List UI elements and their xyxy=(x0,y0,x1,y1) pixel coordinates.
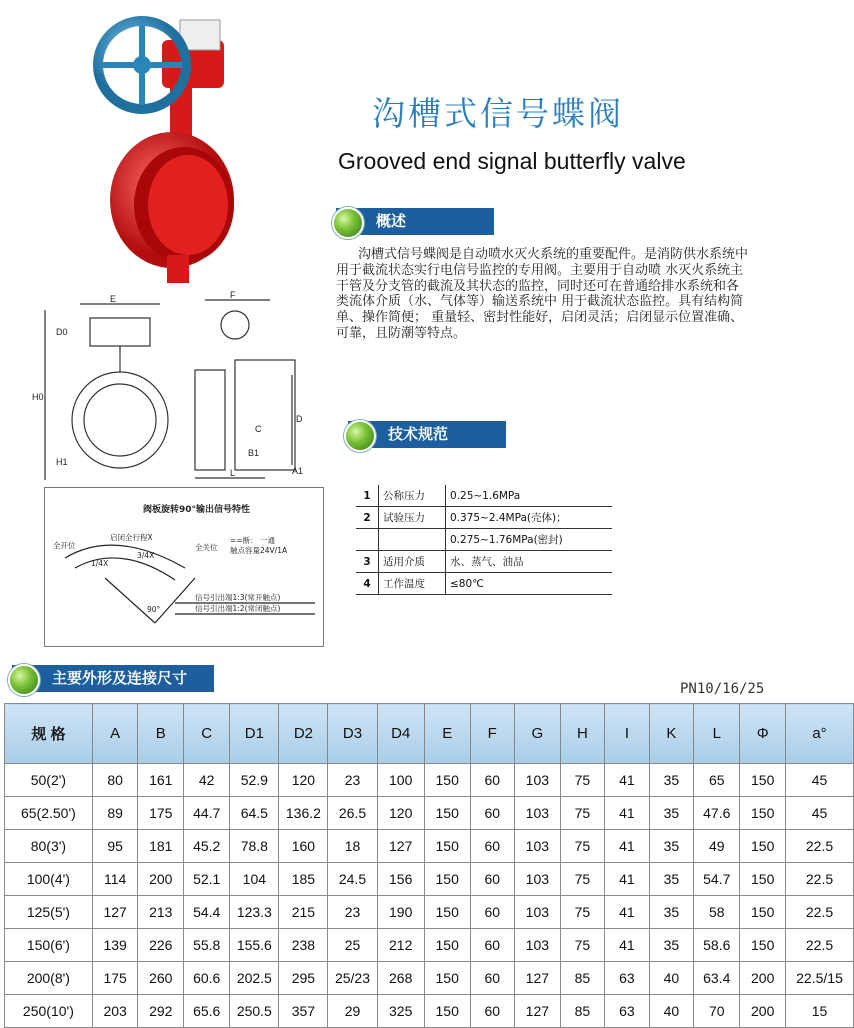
dim-c: C xyxy=(255,424,262,434)
table-cell: 100(4') xyxy=(5,863,93,896)
section-dims xyxy=(12,665,214,692)
table-cell: 95 xyxy=(92,830,138,863)
table-cell: 54.4 xyxy=(184,896,230,929)
spec-cell-v: 0.375~2.4MPa(壳体)； xyxy=(446,507,613,529)
table-cell: 75 xyxy=(560,764,605,797)
dim-e: E xyxy=(110,294,117,304)
table-cell: 75 xyxy=(560,830,605,863)
table-cell: 49 xyxy=(694,830,740,863)
table-cell: 250(10') xyxy=(5,995,93,1028)
table-cell: 238 xyxy=(279,929,328,962)
table-cell: 139 xyxy=(92,929,138,962)
dimension-drawing xyxy=(30,290,330,485)
table-cell: 125(5') xyxy=(5,896,93,929)
table-cell: 292 xyxy=(138,995,184,1028)
table-cell: 150 xyxy=(740,929,786,962)
table-cell: 203 xyxy=(92,995,138,1028)
table-cell: 190 xyxy=(377,896,424,929)
spec-cell-k: 公称压力 xyxy=(379,485,446,507)
table-header: B xyxy=(138,704,184,764)
spec-row xyxy=(356,551,612,573)
table-cell: 75 xyxy=(560,797,605,830)
table-cell: 156 xyxy=(377,863,424,896)
table-cell: 41 xyxy=(605,929,650,962)
table-cell: 127 xyxy=(515,962,561,995)
table-cell: 127 xyxy=(515,995,561,1028)
spec-table xyxy=(356,485,612,595)
table-cell: 120 xyxy=(279,764,328,797)
spec-cell-k: 试验压力 xyxy=(379,507,446,529)
table-cell: 127 xyxy=(377,830,424,863)
table-cell: 60 xyxy=(470,764,515,797)
table-cell: 181 xyxy=(138,830,184,863)
table-cell: 103 xyxy=(515,863,561,896)
table-cell: 325 xyxy=(377,995,424,1028)
table-cell: 78.8 xyxy=(230,830,279,863)
table-cell: 357 xyxy=(279,995,328,1028)
table-row xyxy=(5,830,854,863)
table-cell: 295 xyxy=(279,962,328,995)
table-cell: 104 xyxy=(230,863,279,896)
table-cell: 85 xyxy=(560,962,605,995)
table-cell: 45 xyxy=(786,764,854,797)
table-cell: 75 xyxy=(560,863,605,896)
table-cell: 150 xyxy=(740,896,786,929)
table-header: G xyxy=(515,704,561,764)
dim-l: L xyxy=(230,468,236,478)
table-cell: 22.5 xyxy=(786,830,854,863)
table-cell: 60 xyxy=(470,995,515,1028)
table-cell: 75 xyxy=(560,929,605,962)
table-cell: 63 xyxy=(605,995,650,1028)
table-cell: 58.6 xyxy=(694,929,740,962)
table-cell: 65(2.50') xyxy=(5,797,93,830)
table-cell: 35 xyxy=(649,797,694,830)
table-cell: 47.6 xyxy=(694,797,740,830)
table-header: D2 xyxy=(279,704,328,764)
dim-a1: A1 xyxy=(292,466,304,476)
spec-cell-n: 2 xyxy=(356,507,379,529)
table-cell: 150 xyxy=(424,995,470,1028)
table-cell: 120 xyxy=(377,797,424,830)
table-header: I xyxy=(605,704,650,764)
spec-cell-k: 工作温度 xyxy=(379,573,446,595)
table-cell: 45 xyxy=(786,797,854,830)
table-cell: 60 xyxy=(470,797,515,830)
table-cell: 80(3') xyxy=(5,830,93,863)
table-cell: 150 xyxy=(424,863,470,896)
dim-d0: D0 xyxy=(56,327,68,337)
table-cell: 23 xyxy=(328,896,377,929)
table-cell: 268 xyxy=(377,962,424,995)
table-header: F xyxy=(470,704,515,764)
table-cell: 60 xyxy=(470,929,515,962)
table-cell: 150 xyxy=(740,797,786,830)
table-cell: 25 xyxy=(328,929,377,962)
table-cell: 175 xyxy=(92,962,138,995)
table-cell: 18 xyxy=(328,830,377,863)
table-cell: 65 xyxy=(694,764,740,797)
table-cell: 26.5 xyxy=(328,797,377,830)
table-cell: 54.7 xyxy=(694,863,740,896)
section-spec-label: 技术规范 xyxy=(388,425,449,443)
section-overview xyxy=(336,208,494,235)
table-cell: 50(2') xyxy=(5,764,93,797)
table-cell: 260 xyxy=(138,962,184,995)
table-cell: 23 xyxy=(328,764,377,797)
table-row xyxy=(5,797,854,830)
table-cell: 175 xyxy=(138,797,184,830)
sig-1: 信号引出端1:3(常开触点) xyxy=(195,593,281,602)
table-header: E xyxy=(424,704,470,764)
table-cell: 103 xyxy=(515,830,561,863)
spec-cell-v: 0.275~1.76MPa(密封) xyxy=(446,529,613,551)
table-cell: 200 xyxy=(740,995,786,1028)
spec-cell-v: 水、蒸气、油品 xyxy=(446,551,613,573)
table-cell: 150 xyxy=(740,830,786,863)
table-cell: 35 xyxy=(649,929,694,962)
table-header: C xyxy=(184,704,230,764)
table-cell: 41 xyxy=(605,830,650,863)
label-q3: 3/4X xyxy=(137,551,155,560)
spec-cell-n xyxy=(356,529,379,551)
table-cell: 42 xyxy=(184,764,230,797)
table-cell: 202.5 xyxy=(230,962,279,995)
spec-cell-n: 4 xyxy=(356,573,379,595)
green-ball-icon xyxy=(344,420,376,452)
spec-cell-n: 3 xyxy=(356,551,379,573)
table-cell: 22.5 xyxy=(786,863,854,896)
table-cell: 80 xyxy=(92,764,138,797)
table-cell: 213 xyxy=(138,896,184,929)
table-cell: 22.5/15 xyxy=(786,962,854,995)
table-cell: 35 xyxy=(649,764,694,797)
table-cell: 212 xyxy=(377,929,424,962)
table-cell: 103 xyxy=(515,797,561,830)
sig-2: 信号引出端1:2(常闭触点) xyxy=(195,604,281,613)
table-cell: 161 xyxy=(138,764,184,797)
table-cell: 200 xyxy=(740,962,786,995)
dim-h1: H1 xyxy=(56,457,68,467)
table-cell: 40 xyxy=(649,995,694,1028)
table-row xyxy=(5,995,854,1028)
table-cell: 22.5 xyxy=(786,896,854,929)
signal-diagram xyxy=(44,487,324,647)
table-header: A xyxy=(92,704,138,764)
table-cell: 60 xyxy=(470,863,515,896)
table-cell: 41 xyxy=(605,863,650,896)
table-cell: 25/23 xyxy=(328,962,377,995)
table-header: K xyxy=(649,704,694,764)
table-cell: 150 xyxy=(424,764,470,797)
section-overview-label: 概述 xyxy=(376,212,407,230)
label-q1: 1/4X xyxy=(91,559,109,568)
table-cell: 41 xyxy=(605,896,650,929)
table-header: H xyxy=(560,704,605,764)
spec-cell-v: ≤80℃ xyxy=(446,573,613,595)
table-cell: 150 xyxy=(740,764,786,797)
spec-cell-v: 0.25~1.6MPa xyxy=(446,485,613,507)
table-cell: 52.9 xyxy=(230,764,279,797)
table-cell: 150(6') xyxy=(5,929,93,962)
table-cell: 65.6 xyxy=(184,995,230,1028)
table-cell: 44.7 xyxy=(184,797,230,830)
valve-photo xyxy=(92,0,252,290)
table-cell: 41 xyxy=(605,764,650,797)
overview-text: 沟槽式信号蝶阀是自动喷水灭火系统的重要配件。是消防供水系统中用于截流状态实行电信号监控的专用阀。主要用于自动喷 水灭火系统主干管及分支管的截流及其状态的监控，同时还可在普通给排水系统和各类流体介质（水、气体等）输送系统中 用于截流状态监控。具有结构简单、操作简便； 重量轻、密封性能好，启闭灵活；启闭显示位置准确、可靠，且防潮等特点。 xyxy=(336,247,749,341)
spec-row xyxy=(356,485,612,507)
table-cell: 215 xyxy=(279,896,328,929)
dim-f: F xyxy=(230,290,236,300)
table-cell: 64.5 xyxy=(230,797,279,830)
label-open: 全开位 xyxy=(53,541,76,550)
table-cell: 250.5 xyxy=(230,995,279,1028)
table-header: D4 xyxy=(377,704,424,764)
table-cell: 52.1 xyxy=(184,863,230,896)
table-cell: 58 xyxy=(694,896,740,929)
green-ball-icon xyxy=(8,664,40,696)
table-cell: 150 xyxy=(424,797,470,830)
spec-cell-k xyxy=(379,529,446,551)
table-cell: 200(8') xyxy=(5,962,93,995)
table-cell: 200 xyxy=(138,863,184,896)
table-cell: 150 xyxy=(740,863,786,896)
table-cell: 150 xyxy=(424,929,470,962)
table-cell: 35 xyxy=(649,830,694,863)
label-angle: 90° xyxy=(147,605,161,614)
section-dims-label: 主要外形及连接尺寸 xyxy=(52,669,188,687)
table-row xyxy=(5,896,854,929)
dim-d: D xyxy=(296,414,303,424)
table-cell: 63.4 xyxy=(694,962,740,995)
title-cn: 沟槽式信号蝶阀 xyxy=(372,94,624,133)
pressure-nominal: PN10/16/25 xyxy=(680,681,765,697)
table-cell: 150 xyxy=(424,830,470,863)
spec-cell-k: 适用介质 xyxy=(379,551,446,573)
table-row xyxy=(5,863,854,896)
dim-h0: H0 xyxy=(32,392,44,402)
table-header: D3 xyxy=(328,704,377,764)
table-cell: 63 xyxy=(605,962,650,995)
spec-row xyxy=(356,507,612,529)
table-header: Φ xyxy=(740,704,786,764)
table-cell: 85 xyxy=(560,995,605,1028)
section-spec xyxy=(348,421,506,448)
table-cell: 160 xyxy=(279,830,328,863)
table-cell: 114 xyxy=(92,863,138,896)
table-cell: 103 xyxy=(515,764,561,797)
table-cell: 41 xyxy=(605,797,650,830)
spec-cell-n: 1 xyxy=(356,485,379,507)
table-header: a° xyxy=(786,704,854,764)
table-cell: 155.6 xyxy=(230,929,279,962)
table-cell: 123.3 xyxy=(230,896,279,929)
label-close: 全关位 xyxy=(195,543,218,552)
table-cell: 127 xyxy=(92,896,138,929)
table-cell: 24.5 xyxy=(328,863,377,896)
table-cell: 60 xyxy=(470,896,515,929)
table-cell: 55.8 xyxy=(184,929,230,962)
table-cell: 185 xyxy=(279,863,328,896)
table-cell: 15 xyxy=(786,995,854,1028)
table-row xyxy=(5,962,854,995)
table-cell: 45.2 xyxy=(184,830,230,863)
table-cell: 75 xyxy=(560,896,605,929)
table-header: 规 格 xyxy=(5,704,93,764)
diagram-title: 阀板旋转90°输出信号特性 xyxy=(143,505,251,515)
table-cell: 150 xyxy=(424,962,470,995)
table-cell: 136.2 xyxy=(279,797,328,830)
table-header: L xyxy=(694,704,740,764)
table-cell: 70 xyxy=(694,995,740,1028)
table-cell: 103 xyxy=(515,896,561,929)
table-cell: 150 xyxy=(424,896,470,929)
green-ball-icon xyxy=(332,207,364,239)
table-cell: 35 xyxy=(649,896,694,929)
table-cell: 22.5 xyxy=(786,929,854,962)
table-cell: 60 xyxy=(470,962,515,995)
table-cell: 89 xyxy=(92,797,138,830)
table-cell: 60.6 xyxy=(184,962,230,995)
dimension-table xyxy=(4,703,854,1028)
table-header: D1 xyxy=(230,704,279,764)
table-cell: 226 xyxy=(138,929,184,962)
table-cell: 100 xyxy=(377,764,424,797)
table-cell: 35 xyxy=(649,863,694,896)
table-row xyxy=(5,929,854,962)
spec-row xyxy=(356,529,612,551)
legend-2: 触点容量24V/1A xyxy=(230,546,288,555)
dim-b1: B1 xyxy=(248,448,260,458)
title-en: Grooved end signal butterfly valve xyxy=(338,148,686,174)
label-travel: 启闭全行程X xyxy=(110,533,153,542)
table-cell: 60 xyxy=(470,830,515,863)
table-cell: 40 xyxy=(649,962,694,995)
legend-1: ==断： 一通 xyxy=(230,536,275,545)
table-cell: 29 xyxy=(328,995,377,1028)
spec-row xyxy=(356,573,612,595)
table-cell: 103 xyxy=(515,929,561,962)
table-row xyxy=(5,764,854,797)
